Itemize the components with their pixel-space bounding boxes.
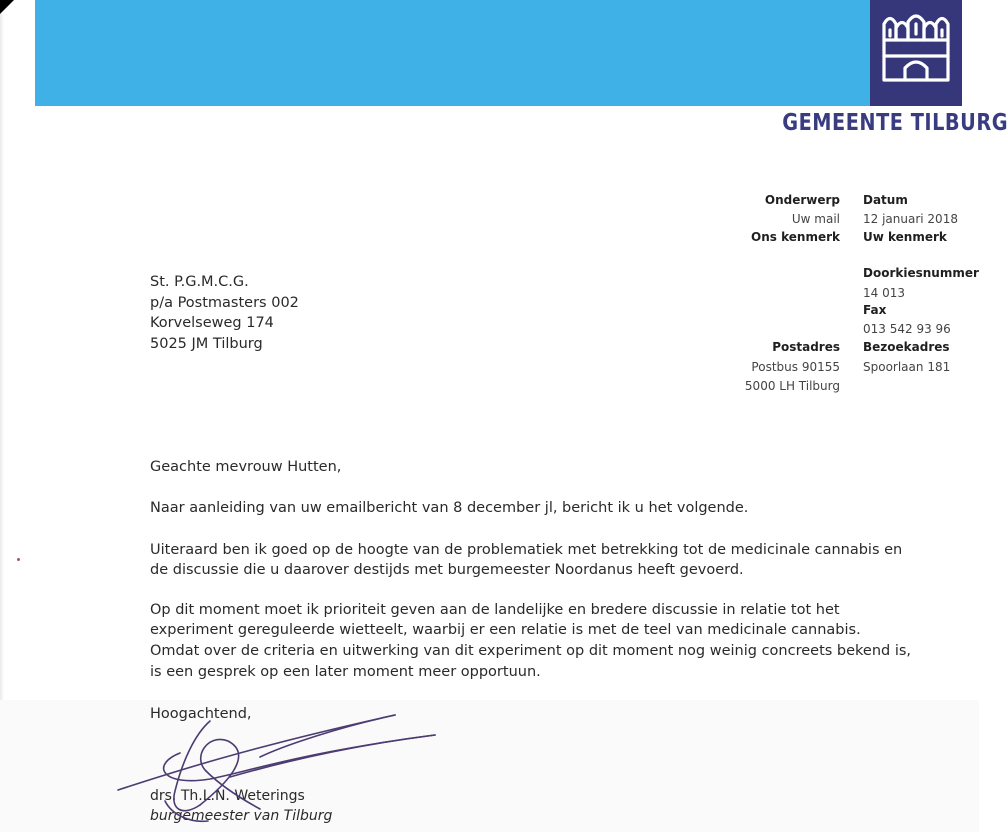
datum-value: 12 januari 2018 bbox=[863, 212, 958, 226]
paragraph-2-line: de discussie die u daarover destijds met burgemeester Noordanus heeft gevoerd. bbox=[150, 562, 744, 578]
paragraph-1: Naar aanleiding van uw emailbericht van 8 december jl, bericht ik u het volgende. bbox=[150, 500, 749, 516]
recipient-line: p/a Postmasters 002 bbox=[150, 294, 299, 311]
ons-kenmerk-label: Ons kenmerk bbox=[751, 230, 840, 244]
logo-box bbox=[870, 0, 962, 106]
signer-role: burgemeester van Tilburg bbox=[150, 808, 333, 824]
scan-speck bbox=[17, 558, 20, 561]
bezoekadres-value: Spoorlaan 181 bbox=[863, 360, 951, 374]
paragraph-3-line: Omdat over de criteria en uitwerking van dit experiment op dit moment nog weinig concreets bekend is, bbox=[150, 643, 912, 659]
paragraph-3-line: Op dit moment moet ik prioriteit geven aan de landelijke en bredere discussie in relatie tot het bbox=[150, 602, 840, 618]
onderwerp-value: Uw mail bbox=[791, 212, 840, 226]
onderwerp-label: Onderwerp bbox=[764, 193, 840, 207]
handwritten-signature bbox=[110, 705, 450, 830]
uw-kenmerk-label: Uw kenmerk bbox=[863, 230, 947, 244]
tilburg-castle-logo-icon bbox=[881, 10, 951, 86]
closing: Hoogachtend, bbox=[150, 706, 252, 722]
recipient-address bbox=[150, 272, 299, 354]
paragraph-3-line: experiment gereguleerde wietteelt, waarbij er een relatie is met de teel van medicinale cannabis. bbox=[150, 622, 861, 638]
bezoekadres-label: Bezoekadres bbox=[863, 340, 950, 354]
doorkiesnummer-label: Doorkiesnummer bbox=[863, 266, 979, 280]
datum-label: Datum bbox=[863, 193, 908, 207]
recipient-line: Korvelseweg 174 bbox=[150, 315, 274, 331]
organization-name: GEMEENTE TILBURG bbox=[782, 110, 1008, 136]
recipient-line: 5025 JM Tilburg bbox=[150, 335, 263, 352]
doorkiesnummer-value: 14 013 bbox=[863, 286, 905, 300]
postadres-line2: 5000 LH Tilburg bbox=[744, 379, 840, 393]
postadres-line1: Postbus 90155 bbox=[751, 360, 840, 374]
scan-corner bbox=[0, 0, 14, 14]
postadres-label: Postadres bbox=[772, 340, 840, 354]
paragraph-2-line: Uiteraard ben ik goed op de hoogte van de problematiek met betrekking tot de medicinale cannabis en bbox=[150, 542, 903, 558]
recipient-line: St. P.G.M.C.G. bbox=[150, 274, 249, 290]
fax-label: Fax bbox=[863, 303, 887, 317]
signer-name: drs. Th.L.N. Weterings bbox=[150, 788, 305, 804]
paragraph-3-line: is een gesprek op een later moment meer opportuun. bbox=[150, 664, 541, 680]
salutation: Geachte mevrouw Hutten, bbox=[150, 459, 342, 475]
header-banner bbox=[35, 0, 870, 106]
fax-value: 013 542 93 96 bbox=[863, 322, 951, 336]
